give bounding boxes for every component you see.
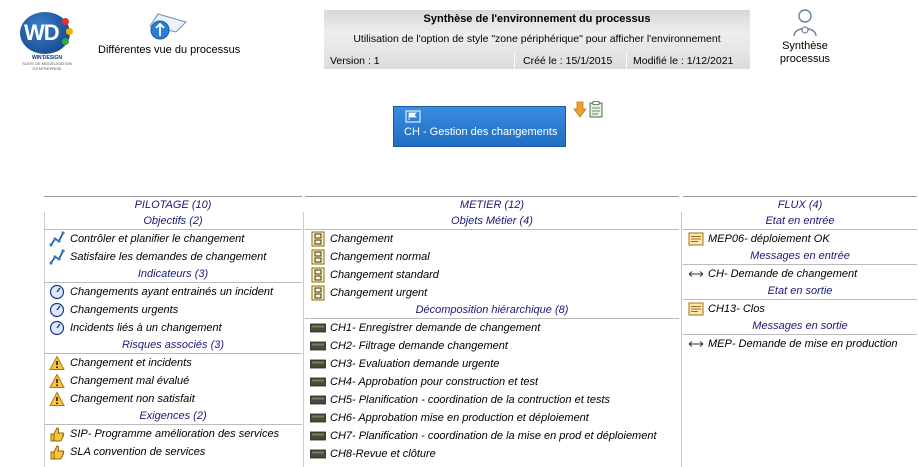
list-item-label[interactable]: SIP- Programme amélioration des services [70, 428, 280, 440]
objets-metier-heading: Objets Métier (4) [305, 213, 679, 230]
list-item[interactable] [305, 337, 679, 355]
list-item-label[interactable]: CH13- Clos [708, 303, 765, 315]
list-item-label[interactable]: CH6- Approbation mise en production et déploiement [330, 412, 589, 424]
objective-icon [49, 231, 65, 247]
process-bar-icon [310, 377, 326, 387]
list-item-label[interactable]: SLA convention de services [70, 446, 206, 458]
business-object-icon [311, 267, 325, 283]
list-item-label[interactable]: MEP- Demande de mise en production [708, 338, 898, 350]
list-item[interactable] [44, 248, 302, 266]
process-bar-icon [310, 323, 326, 333]
synthesis-label-1[interactable]: Synthèse [782, 40, 828, 52]
list-item[interactable] [683, 335, 917, 353]
warning-icon [49, 355, 65, 371]
list-item[interactable] [44, 354, 302, 372]
logo-dot-red [62, 18, 69, 25]
list-item[interactable] [305, 230, 679, 248]
process-bar-icon [310, 341, 326, 351]
upload-circle-icon[interactable] [148, 12, 188, 42]
list-item-label[interactable]: Contrôler et planifier le changement [70, 233, 245, 245]
process-views-link[interactable] [96, 12, 246, 62]
indicateurs-heading: Indicateurs (3) [44, 266, 302, 283]
column-divider [303, 212, 304, 467]
list-item[interactable] [305, 409, 679, 427]
list-item[interactable] [44, 319, 302, 337]
list-item[interactable] [305, 445, 679, 463]
list-item[interactable] [683, 265, 917, 283]
process-bar-icon [310, 449, 326, 459]
list-item[interactable] [305, 319, 679, 337]
list-item-label[interactable]: Satisfaire les demandes de changement [70, 251, 267, 263]
gauge-icon [49, 302, 65, 318]
list-item[interactable] [44, 390, 302, 408]
clipboard-icon[interactable] [589, 101, 603, 118]
decomposition-heading: Décomposition hiérarchique (8) [305, 302, 679, 319]
process-bar-icon [310, 431, 326, 441]
list-item-label[interactable]: Changement [330, 233, 393, 245]
column-divider [681, 212, 682, 467]
messages-entree-heading: Messages en entrée [683, 248, 917, 265]
objectifs-heading: Objectifs (2) [44, 213, 302, 230]
pilotage-title: PILOTAGE (10) [44, 196, 302, 213]
list-item-label[interactable]: Changement et incidents [70, 357, 192, 369]
page-subtitle: Utilisation de l'option de style "zone périphérique" pour afficher l'environnement [353, 33, 721, 45]
thumb-up-icon [49, 426, 65, 442]
list-item-label[interactable]: Changement standard [330, 269, 439, 281]
list-item-label[interactable]: CH7- Planification - coordination de la mise en prod et déploiement [330, 430, 657, 442]
list-item-label[interactable]: Changements ayant entrainés un incident [70, 286, 274, 298]
list-item[interactable] [305, 266, 679, 284]
flag-icon [405, 110, 421, 124]
flux-title: FLUX (4) [683, 196, 917, 213]
list-item[interactable] [683, 300, 917, 318]
messages-sortie-heading: Messages en sortie [683, 318, 917, 335]
synthesis-label-2[interactable]: processus [779, 53, 831, 65]
list-item-label[interactable]: Changements urgents [70, 304, 179, 316]
created-date: Créé le : 15/1/2015 [523, 55, 613, 67]
business-object-icon [311, 231, 325, 247]
download-arrow-icon[interactable] [573, 101, 587, 119]
process-synthesis-link[interactable] [770, 8, 840, 66]
business-object-icon [311, 285, 325, 301]
exigences-heading: Exigences (2) [44, 408, 302, 425]
process-header [324, 10, 750, 69]
list-item-label[interactable]: CH5- Planification - coordination de la contruction et tests [330, 394, 611, 406]
pilotage-column [44, 196, 302, 461]
list-item[interactable] [44, 443, 302, 461]
list-item[interactable] [44, 372, 302, 390]
list-item-label[interactable]: Changement non satisfait [70, 393, 195, 405]
modified-date: Modifié le : 1/12/2021 [633, 55, 734, 67]
logo-text [18, 56, 76, 71]
message-arrow-icon [688, 340, 704, 348]
list-item[interactable] [305, 355, 679, 373]
process-bar-icon [310, 359, 326, 369]
meta-divider [514, 53, 515, 69]
etat-entree-heading: Etat en entrée [683, 213, 917, 230]
metier-title: METIER (12) [305, 196, 679, 213]
list-item[interactable] [305, 248, 679, 266]
gauge-icon [49, 284, 65, 300]
flux-column [683, 196, 917, 353]
list-item[interactable] [44, 230, 302, 248]
list-item-label[interactable]: MEP06- déploiement OK [708, 233, 830, 245]
list-item[interactable] [44, 283, 302, 301]
header-meta [324, 53, 750, 69]
logo-tagline: SUITE DE MODÉLISATION D'ENTREPRISE [22, 61, 72, 71]
logo-brand: WIN'DESIGN [31, 55, 63, 61]
process-button[interactable] [393, 106, 566, 147]
list-item-label[interactable]: CH- Demande de changement [708, 268, 858, 280]
meta-divider [626, 53, 627, 69]
business-object-icon [311, 249, 325, 265]
list-item-label[interactable]: CH1- Enregistrer demande de changement [330, 322, 541, 334]
list-item[interactable] [44, 425, 302, 443]
list-item[interactable] [305, 284, 679, 302]
list-item-label[interactable]: CH3- Evaluation demande urgente [330, 358, 500, 370]
list-item-label[interactable]: Incidents liés à un changement [70, 322, 222, 334]
metier-column [305, 196, 679, 463]
list-item[interactable] [44, 301, 302, 319]
list-item-label[interactable]: CH2- Filtrage demande changement [330, 340, 508, 352]
process-button-label[interactable]: CH - Gestion des changements [404, 126, 558, 138]
logo-mark: WD [24, 20, 59, 45]
list-item-label[interactable]: Changement normal [330, 251, 430, 263]
state-icon [688, 232, 704, 246]
warning-icon [49, 373, 65, 389]
logo-dot-yellow [66, 28, 73, 35]
message-arrow-icon [688, 270, 704, 278]
list-item[interactable] [305, 373, 679, 391]
objective-icon [49, 249, 65, 265]
user-synthesis-icon[interactable] [788, 8, 822, 38]
risques-heading: Risques associés (3) [44, 337, 302, 354]
windesign-logo [18, 12, 76, 71]
version-label: Version : 1 [330, 55, 380, 67]
state-icon [688, 302, 704, 316]
thumb-up-icon [49, 444, 65, 460]
warning-icon [49, 391, 65, 407]
logo-dot-green [62, 38, 69, 45]
list-item[interactable] [305, 391, 679, 409]
gauge-icon [49, 320, 65, 336]
list-item-label[interactable]: Changement urgent [330, 287, 428, 299]
list-item[interactable] [683, 230, 917, 248]
list-item-label[interactable]: Changement mal évalué [70, 375, 190, 387]
etat-sortie-heading: Etat en sortie [683, 283, 917, 300]
list-item-label[interactable]: CH8-Revue et clôture [330, 448, 436, 460]
page-title: Synthèse de l'environnement du processus [423, 13, 651, 25]
process-bar-icon [310, 395, 326, 405]
process-bar-icon [310, 413, 326, 423]
process-views-label[interactable]: Différentes vue du processus [98, 44, 241, 56]
list-item[interactable] [305, 427, 679, 445]
list-item-label[interactable]: CH4- Approbation pour construction et test [330, 376, 539, 388]
